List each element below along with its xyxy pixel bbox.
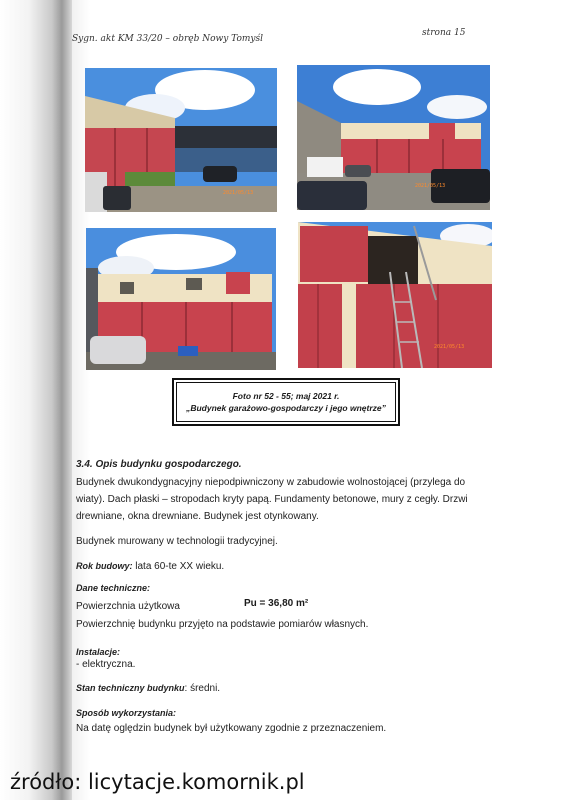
technical-data-label: Dane techniczne: [76, 583, 151, 593]
source-watermark: źródło: licytacje.komornik.pl [10, 770, 305, 794]
caption-line-2: „Budynek garażowo-gospodarczy i jego wnętrze” [186, 403, 386, 413]
description-line: wiaty). Dach płaski – stropodach kryty papą. Fundamenty betonowe, mury z cegły. Drzwi [76, 494, 468, 505]
caption-line-1: Foto nr 52 - 55; maj 2021 r. [232, 391, 340, 401]
document-page [72, 0, 566, 800]
build-year-line [76, 558, 224, 575]
usable-area-value: Pu = 36,80 m² [244, 598, 309, 609]
description-line: drewniane, okna drewniane. Budynek jest otynkowany. [76, 511, 319, 522]
description-line: Budynek dwukondygnacyjny niepodpiwniczony w zabudowie wolnostojącej (przylega do [76, 477, 466, 488]
photo-caption-box [172, 378, 400, 426]
usage-value: Na datę oględzin budynek był użytkowany zgodnie z przeznaczeniem. [76, 723, 387, 734]
binding-gutter [0, 0, 72, 800]
condition-label: Stan techniczny budynku [76, 683, 185, 693]
area-note: Powierzchnię budynku przyjęto na podstawie pomiarów własnych. [76, 619, 369, 630]
construction-paragraph: Budynek murowany w technologii tradycyjnej. [76, 536, 278, 547]
description-paragraph [76, 474, 508, 525]
condition-line [76, 680, 220, 697]
usable-area-label: Powierzchnia użytkowa [76, 601, 180, 612]
photo-timestamp: 2021/05/13 [434, 344, 465, 350]
installations-label: Instalacje: [76, 647, 121, 657]
photo-courtyard-red-doors [297, 65, 490, 210]
photo-red-doors-ladder [298, 222, 492, 368]
photo-timestamp: 2021/05/13 [415, 183, 446, 189]
section-heading: 3.4. Opis budynku gospodarczego. [76, 459, 242, 470]
photo-garage-front-with-cars [85, 68, 277, 212]
build-year-value: lata 60-te XX wieku. [132, 561, 225, 572]
photo-caption [176, 382, 396, 422]
case-header: Sygn. akt KM 33/20 – obręb Nowy Tomyśl [72, 34, 263, 44]
installation-item: - elektryczna. [76, 659, 136, 670]
usage-label: Sposób wykorzystania: [76, 708, 177, 718]
photo-garage-side-view [86, 228, 276, 370]
page-number: strona 15 [422, 28, 466, 38]
condition-value: : średni. [184, 683, 221, 694]
photo-timestamp: 2021/05/13 [223, 190, 254, 196]
build-year-label: Rok budowy: [76, 561, 133, 571]
